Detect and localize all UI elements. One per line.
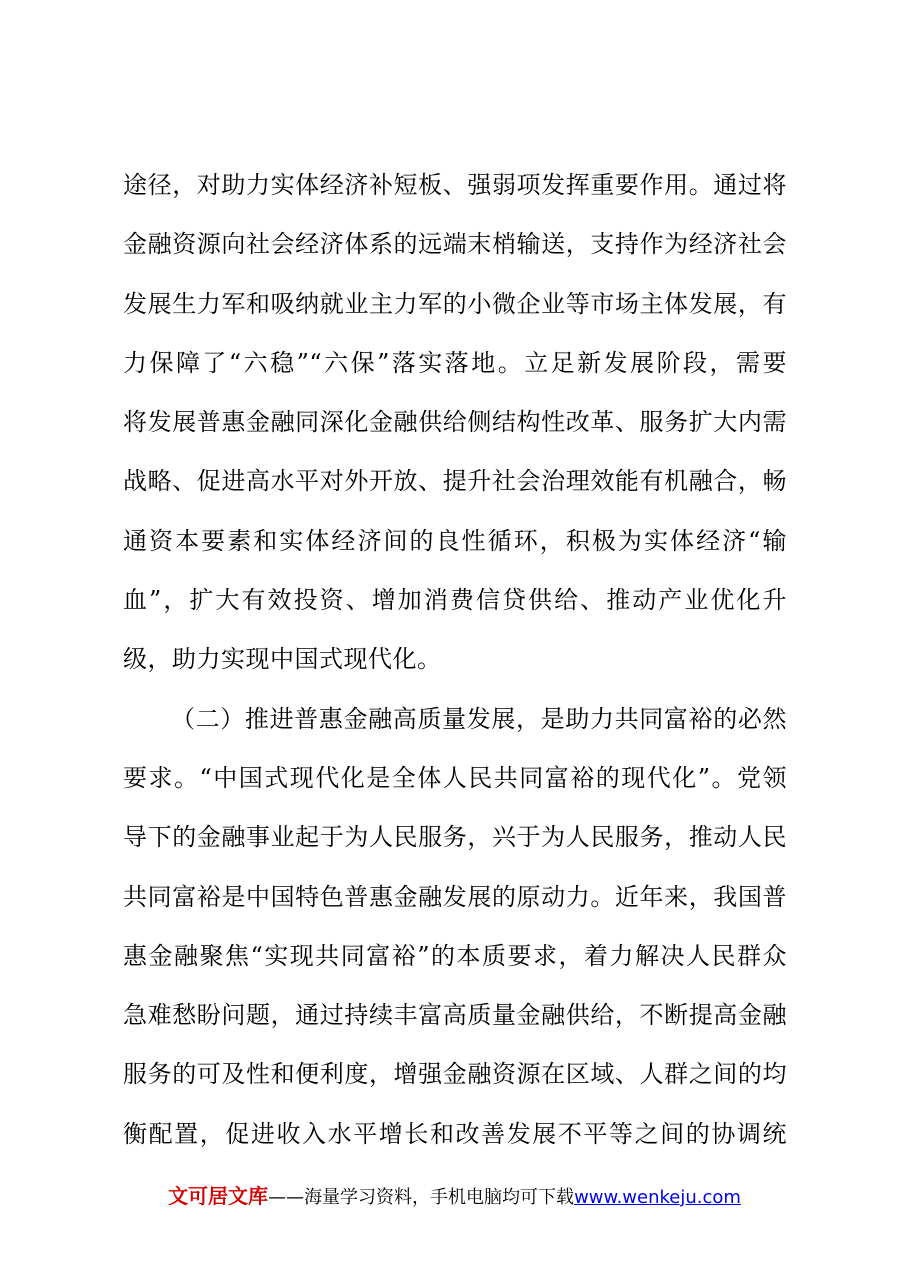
- text-line: 将发展普惠金融同深化金融供给侧结构性改革、服务扩大内需: [123, 408, 787, 437]
- text-line: 血”，扩大有效投资、增加消费信贷供给、推动产业优化升: [123, 586, 787, 615]
- text-line: 惠金融聚焦“实现共同富裕”的本质要求，着力解决人民群众: [123, 941, 787, 970]
- footer-link[interactable]: www.wenkeju.com: [574, 1187, 741, 1208]
- text-line: 衡配置，促进收入水平增长和改善发展不平等之间的协调统: [123, 1119, 787, 1148]
- text-line: 服务的可及性和便利度，增强金融资源在区域、人群之间的均: [123, 1060, 787, 1089]
- text-line: 共同富裕是中国特色普惠金融发展的原动力。近年来，我国普: [123, 882, 787, 911]
- text-line: 途径，对助力实体经济补短板、强弱项发挥重要作用。通过将: [123, 171, 787, 199]
- footer: [0, 1180, 909, 1209]
- body-text: [123, 156, 787, 1164]
- section-heading-line: （二）推进普惠金融高质量发展，是助力共同富裕的必然: [171, 704, 787, 733]
- text-line: 导下的金融事业起于为人民服务，兴于为人民服务，推动人民: [123, 823, 787, 852]
- text-line: 金融资源向社会经济体系的远端末梢输送，支持作为经济社会: [123, 230, 787, 259]
- text-line: 战略、促进高水平对外开放、提升社会治理效能有机融合，畅: [123, 467, 787, 496]
- footer-tagline: ——海量学习资料，手机电脑均可下载: [268, 1187, 575, 1208]
- text-line: 急难愁盼问题，通过持续丰富高质量金融供给，不断提高金融: [123, 1001, 787, 1030]
- footer-brand: 文可居文库: [168, 1184, 269, 1208]
- text-line: 力保障了“六稳”“六保”落实落地。立足新发展阶段，需要: [123, 348, 787, 377]
- text-line: 级，助力实现中国式现代化。: [123, 645, 442, 674]
- text-line: 发展生力军和吸纳就业主力军的小微企业等市场主体发展，有: [123, 289, 787, 318]
- text-line: 通资本要素和实体经济间的良性循环，积极为实体经济“输: [123, 526, 787, 555]
- text-line: 要求。“中国式现代化是全体人民共同富裕的现代化”。党领: [123, 763, 787, 792]
